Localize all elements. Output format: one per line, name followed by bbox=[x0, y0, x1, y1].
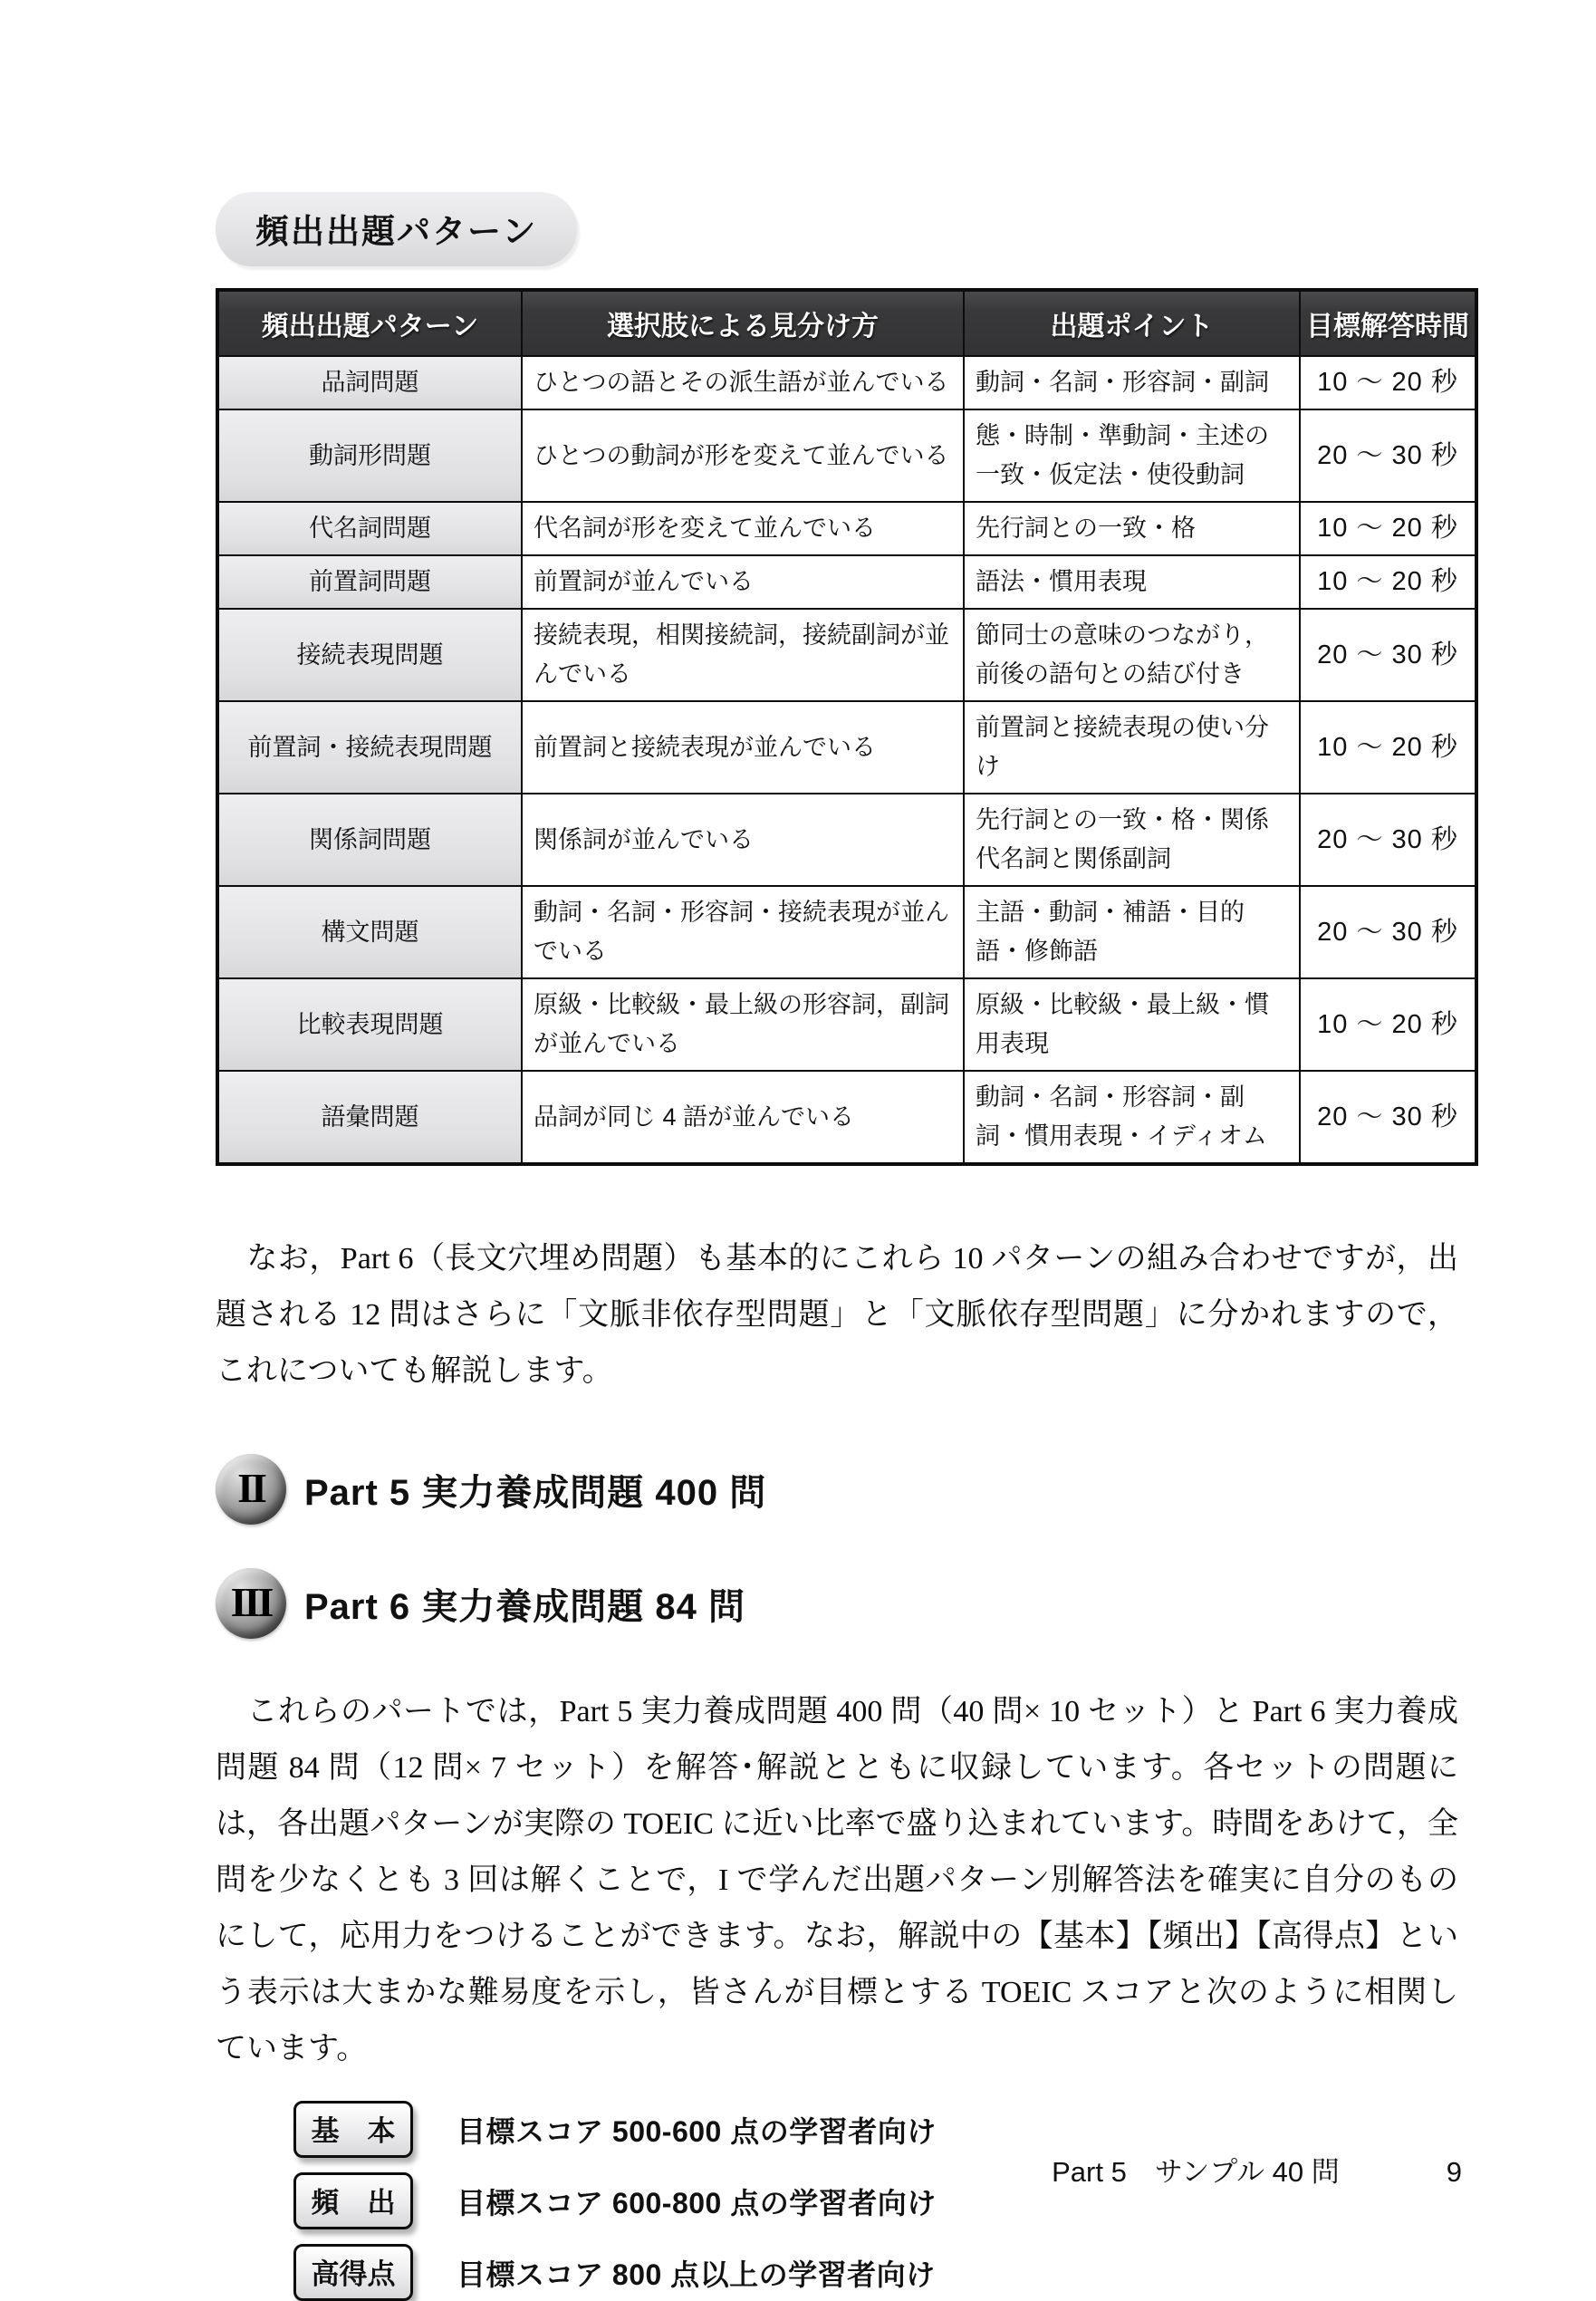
cell-time: 20 〜 30 秒 bbox=[1300, 409, 1476, 502]
cell-pattern: 品詞問題 bbox=[217, 356, 522, 409]
cell-pattern: 語彙問題 bbox=[217, 1071, 522, 1164]
cell-identify: 前置詞と接続表現が並んでいる bbox=[522, 701, 964, 794]
cell-identify: 品詞が同じ 4 語が並んでいる bbox=[522, 1071, 964, 1164]
page-number: 9 bbox=[1446, 2156, 1462, 2188]
footer-chapter-label: Part 5 サンプル 40 問 bbox=[1052, 2156, 1340, 2188]
cell-pattern: 前置詞・接続表現問題 bbox=[217, 701, 522, 794]
cell-points: 動詞・名詞・形容詞・副詞 bbox=[964, 356, 1300, 409]
cell-points: 主語・動詞・補語・目的語・修飾語 bbox=[964, 886, 1300, 978]
roman-numeral-2-icon bbox=[216, 1454, 286, 1525]
cell-points: 節同士の意味のつながり，前後の語句との結び付き bbox=[964, 609, 1300, 701]
section-title: Part 6 実力養成問題 84 問 bbox=[304, 1586, 746, 1627]
roman-numeral-3-icon bbox=[216, 1568, 286, 1639]
cell-points: 先行詞との一致・格・関係代名詞と関係副詞 bbox=[964, 794, 1300, 886]
table-row bbox=[217, 409, 1476, 502]
cell-identify: 代名詞が形を変えて並んでいる bbox=[522, 502, 964, 555]
table-row bbox=[217, 356, 1476, 409]
page-footer bbox=[0, 2149, 1462, 2190]
cell-time: 20 〜 30 秒 bbox=[1300, 794, 1476, 886]
cell-pattern: 代名詞問題 bbox=[217, 502, 522, 555]
column-header-time: 目標解答時間 bbox=[1300, 290, 1476, 356]
table-row bbox=[217, 794, 1476, 886]
cell-time: 10 〜 20 秒 bbox=[1300, 502, 1476, 555]
table-row bbox=[217, 1071, 1476, 1164]
column-header-points: 出題ポイント bbox=[964, 290, 1300, 356]
table-row bbox=[217, 555, 1476, 609]
section-heading-part6 bbox=[216, 1568, 1476, 1639]
cell-points: 先行詞との一致・格 bbox=[964, 502, 1300, 555]
cell-pattern: 接続表現問題 bbox=[217, 609, 522, 701]
cell-pattern: 前置詞問題 bbox=[217, 555, 522, 609]
cell-time: 20 〜 30 秒 bbox=[1300, 886, 1476, 978]
cell-pattern: 動詞形問題 bbox=[217, 409, 522, 502]
cell-identify: 前置詞が並んでいる bbox=[522, 555, 964, 609]
cell-identify: 関係詞が並んでいる bbox=[522, 794, 964, 886]
cell-pattern: 関係詞問題 bbox=[217, 794, 522, 886]
highscore-badge: 高得点 bbox=[293, 2244, 413, 2301]
cell-pattern: 比較表現問題 bbox=[217, 978, 522, 1071]
table-row bbox=[217, 502, 1476, 555]
table-row bbox=[217, 886, 1476, 978]
cell-identify: ひとつの語とその派生語が並んでいる bbox=[522, 356, 964, 409]
pattern-table-body bbox=[217, 356, 1476, 1164]
cell-pattern: 構文問題 bbox=[217, 886, 522, 978]
roman-numeral-label: II bbox=[237, 1464, 264, 1511]
basic-badge: 基 本 bbox=[293, 2101, 413, 2158]
frequent-pattern-table bbox=[216, 288, 1478, 1166]
cell-points: 態・時制・準動詞・主述の一致・仮定法・使役動詞 bbox=[964, 409, 1300, 502]
difficulty-legend bbox=[293, 2101, 1476, 2301]
column-header-pattern: 頻出出題パターン bbox=[217, 290, 522, 356]
section-title: Part 5 実力養成問題 400 問 bbox=[304, 1472, 767, 1513]
table-row bbox=[217, 978, 1476, 1071]
frequent-description: 目標スコア 600-800 点の学習者向け bbox=[457, 2186, 937, 2219]
cell-identify: 動詞・名詞・形容詞・接続表現が並んでいる bbox=[522, 886, 964, 978]
cell-points: 動詞・名詞・形容詞・副詞・慣用表現・イディオム bbox=[964, 1071, 1300, 1164]
cell-points: 語法・慣用表現 bbox=[964, 555, 1300, 609]
cell-time: 10 〜 20 秒 bbox=[1300, 701, 1476, 794]
section-badge bbox=[216, 192, 577, 266]
cell-identify: 原級・比較級・最上級の形容詞，副詞が並んでいる bbox=[522, 978, 964, 1071]
cell-points: 原級・比較級・最上級・慣用表現 bbox=[964, 978, 1300, 1071]
column-header-identify: 選択肢による見分け方 bbox=[522, 290, 964, 356]
page-content bbox=[216, 192, 1476, 2301]
section-heading-part5 bbox=[216, 1454, 1476, 1525]
description-paragraph: これらのパートでは，Part 5 実力養成問題 400 問（40 問× 10 セット）と Part 6 実力養成問題 84 問（12 問× 7 セット）を解答･解説とともに収録しています。各セットの問題には，各出題パターンが実際の TOEIC に近い比率で盛り込まれています。時間をあけて，全問を少なくとも 3 回は解くことで，I で学んだ出題パターン別解答法を確実に自分のものにして，応用力をつけることができます。なお，解説中の【基本】【頻出】【高得点】という表示は大まかな難易度を示し，皆さんが目標とする TOEIC スコアと次のように相関しています。 bbox=[216, 1695, 1458, 2065]
cell-identify: 接続表現，相関接続詞，接続副詞が並んでいる bbox=[522, 609, 964, 701]
cell-time: 10 〜 20 秒 bbox=[1300, 555, 1476, 609]
note-paragraph: なお，Part 6（長文穴埋め問題）も基本的にこれら 10 パターンの組み合わせですが，出題される 12 問はさらに「文脈非依存型問題」と「文脈依存型問題」に分かれますので，これについても解説します。 bbox=[216, 1242, 1458, 1388]
cell-time: 20 〜 30 秒 bbox=[1300, 1071, 1476, 1164]
cell-identify: ひとつの動詞が形を変えて並んでいる bbox=[522, 409, 964, 502]
legend-row-highscore bbox=[293, 2244, 1476, 2301]
frequent-badge: 頻 出 bbox=[293, 2172, 413, 2229]
cell-points: 前置詞と接続表現の使い分け bbox=[964, 701, 1300, 794]
basic-description: 目標スコア 500-600 点の学習者向け bbox=[457, 2114, 937, 2148]
cell-time: 10 〜 20 秒 bbox=[1300, 978, 1476, 1071]
section-badge-label: 頻出出題パターン bbox=[255, 213, 538, 250]
table-header-row bbox=[217, 290, 1476, 356]
highscore-description: 目標スコア 800 点以上の学習者向け bbox=[457, 2258, 936, 2291]
table-row bbox=[217, 609, 1476, 701]
cell-time: 20 〜 30 秒 bbox=[1300, 609, 1476, 701]
cell-time: 10 〜 20 秒 bbox=[1300, 356, 1476, 409]
roman-numeral-label: III bbox=[230, 1578, 272, 1625]
table-row bbox=[217, 701, 1476, 794]
